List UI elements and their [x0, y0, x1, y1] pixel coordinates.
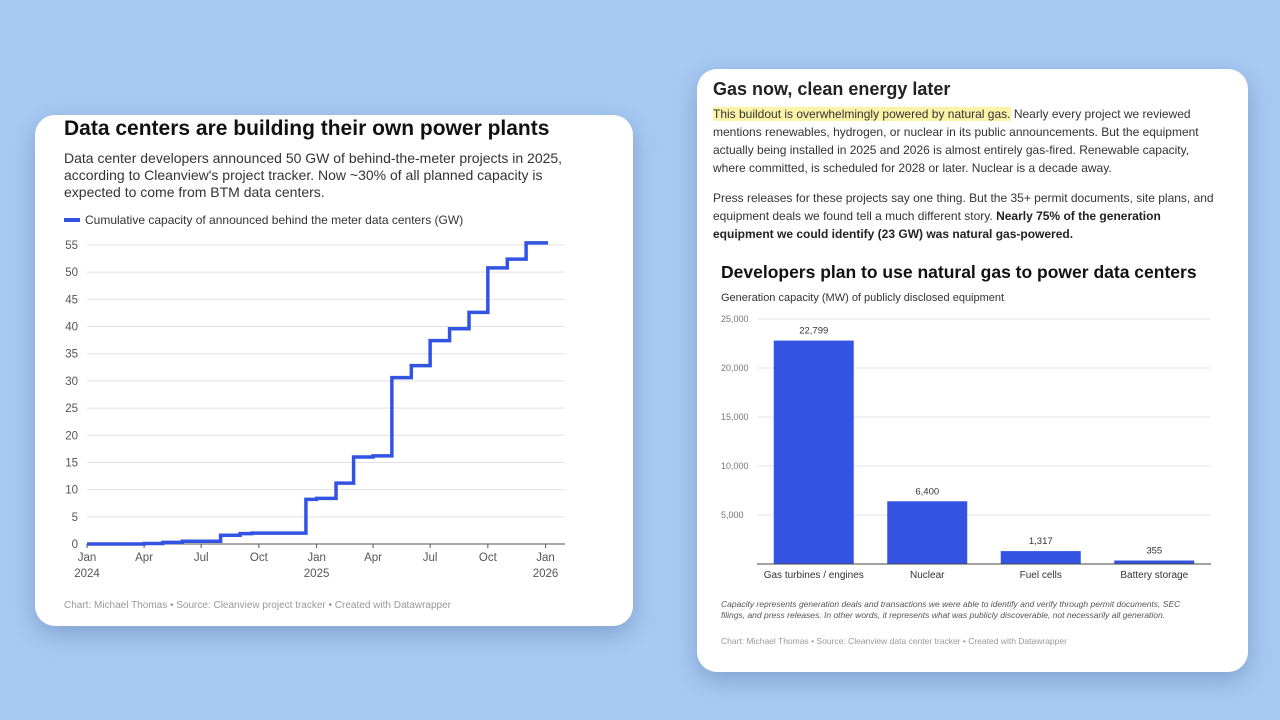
y-tick-label: 20	[65, 430, 78, 443]
bar-2	[1001, 551, 1081, 564]
x-tick-label: Apr	[364, 552, 383, 564]
article-heading: Gas now, clean energy later	[713, 79, 951, 99]
y-tick-label: 50	[65, 267, 78, 280]
series-line-cumulative-capacity	[87, 243, 548, 544]
line-chart-title: Data centers are building their own power plants	[64, 117, 550, 140]
y-tick-label: 5,000	[721, 510, 744, 520]
legend-label: Cumulative capacity of announced behind the meter data centers (GW)	[85, 213, 464, 227]
y-tick-label: 45	[65, 294, 78, 307]
line-chart-description: Data center developers announced 50 GW of behind-the-meter projects in 2025, according to Cleanview's project tracker. Now ~30% of all planned capacity is expected to come from BTM data centers.	[64, 150, 563, 200]
bar-category-label: Nuclear	[910, 570, 945, 581]
y-tick-label: 35	[65, 348, 78, 361]
bar-3	[1114, 561, 1194, 564]
paragraph-2-bold: Nearly 75% of the generation equipment we could identify (23 GW) was natural gas-powered.	[713, 209, 1161, 241]
paragraph-2-text: Press releases for these projects say one thing. But the 35+ permit documents, site plans, and equipment deals we found tell a much different story.	[713, 191, 1214, 223]
y-tick-label: 55	[65, 240, 78, 252]
y-tick-label: 10	[65, 484, 78, 497]
bar-category-label: Battery storage	[1120, 570, 1189, 581]
x-tick-year-label: 2026	[532, 568, 559, 580]
line-chart	[35, 115, 633, 626]
bar-chart-subtitle: Generation capacity (MW) of publicly disclosed equipment	[721, 292, 1005, 304]
y-tick-label: 25,000	[721, 314, 749, 324]
x-tick-label: Oct	[249, 552, 268, 564]
bar-value-label: 22,799	[799, 325, 829, 337]
x-tick-label: Apr	[135, 552, 154, 564]
bar-value-label: 6,400	[915, 486, 940, 498]
highlighted-sentence: This buildout is overwhelmingly powered by natural gas.	[713, 107, 1011, 121]
bar-category-label: Fuel cells	[1019, 570, 1062, 581]
bar-0	[774, 341, 854, 564]
bar-chart	[697, 69, 1248, 672]
y-tick-label: 0	[71, 539, 78, 551]
y-tick-label: 40	[65, 321, 78, 334]
y-tick-label: 10,000	[721, 461, 749, 471]
y-tick-label: 5	[71, 511, 78, 524]
y-tick-label: 20,000	[721, 363, 749, 373]
y-tick-label: 30	[65, 375, 78, 388]
bar-chart-footer: Chart: Michael Thomas • Source: Cleanview data center tracker • Created with Datawrapper	[721, 636, 1067, 646]
y-tick-label: 25	[65, 403, 78, 416]
x-tick-label: Jul	[422, 552, 438, 564]
bar-value-label: 355	[1146, 545, 1163, 557]
y-tick-label: 15	[65, 457, 78, 470]
x-tick-label: Jul	[193, 552, 209, 564]
bar-value-label: 1,317	[1028, 536, 1053, 548]
x-tick-label: Jan	[536, 552, 555, 564]
x-tick-label: Jan	[77, 552, 97, 564]
x-tick-year-label: 2024	[74, 568, 100, 580]
bar-1	[887, 501, 967, 564]
bar-category-label: Gas turbines / engines	[763, 570, 864, 581]
y-tick-label: 15,000	[721, 412, 749, 422]
x-tick-label: Jan	[307, 552, 326, 564]
left-chart-card	[35, 115, 633, 626]
bar-chart-note: Capacity represents generation deals and transactions we were able to identify and verify through permit documents, SEC filings, and press releases. In other words, it represents what was publicly discoverable, not necessarily all generation.	[721, 599, 1181, 620]
x-tick-year-label: 2025	[303, 568, 330, 580]
line-chart-footer: Chart: Michael Thomas • Source: Cleanview project tracker • Created with Datawrapper	[64, 600, 451, 611]
paragraph-1-text: Nearly every project we reviewed mentions renewables, hydrogen, or nuclear in its public announcements. But the equipment actually being installed in 2025 and 2026 is almost entirely gas-fired. Renewable capacity, where committed, is scheduled for 2028 or later. Nuclear is a decade away.	[713, 107, 1199, 175]
x-tick-label: Oct	[478, 552, 497, 564]
right-article-card	[697, 69, 1248, 672]
bar-chart-title: Developers plan to use natural gas to power data centers	[721, 262, 1197, 282]
